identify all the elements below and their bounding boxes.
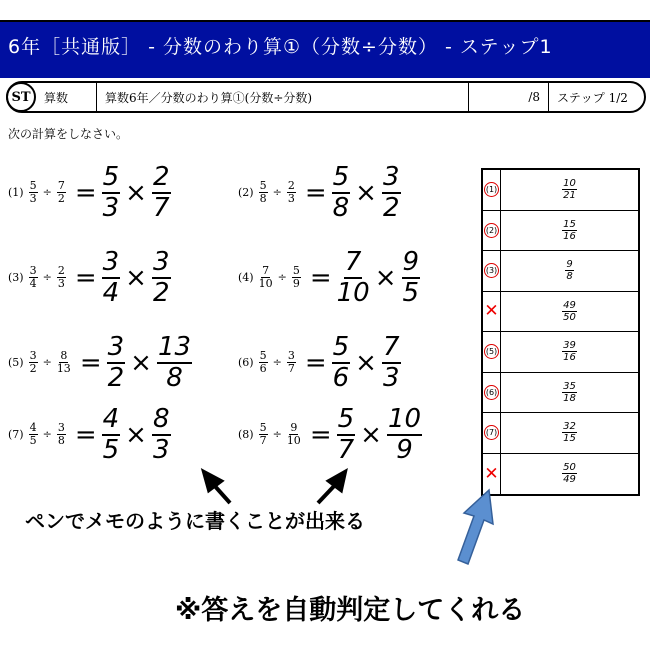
fraction: $\frac{3}{7}$ (287, 349, 295, 376)
auto-grade-note: ※答えを自動判定してくれる (175, 595, 526, 626)
correct-circle-icon: (3) (484, 263, 499, 278)
handwritten-memo[interactable] (75, 163, 171, 222)
problem-number: (7) (8, 428, 24, 442)
answer-panel (481, 168, 640, 496)
answer-fraction: $\frac{10}{21}$ (563, 178, 576, 202)
fraction: $\frac{7}{10}$ (258, 264, 273, 291)
answer-fraction: $\frac{32}{15}$ (563, 421, 576, 445)
fraction: $\frac{13}{8}$ (157, 332, 192, 393)
fraction: $\frac{2}{3}$ (287, 179, 295, 206)
answer-row (483, 454, 638, 495)
grade-mark (483, 251, 501, 291)
grade-mark (483, 373, 501, 413)
times-sign: × (125, 419, 147, 450)
handwritten-memo[interactable] (75, 248, 171, 307)
fraction: $\frac{3}{4}$ (29, 264, 37, 291)
fraction: $\frac{5}{3}$ (102, 162, 120, 223)
divide-sign: ÷ (272, 356, 282, 370)
wrong-x-icon: ✕ (484, 463, 499, 484)
handwritten-memo[interactable] (305, 163, 401, 222)
fraction: $\frac{7}{3}$ (382, 332, 400, 393)
fraction: $\frac{5}{7}$ (259, 421, 267, 448)
times-sign: × (355, 347, 377, 378)
divide-sign: ÷ (42, 186, 52, 200)
equals-sign: = (79, 347, 102, 378)
answer-fraction: $\frac{50}{49}$ (563, 462, 576, 486)
divide-sign: ÷ (42, 428, 52, 442)
fraction: $\frac{10}{9}$ (387, 404, 422, 465)
problem-number: (3) (8, 271, 24, 285)
answer-input[interactable] (501, 292, 638, 332)
fraction: $\frac{5}{8}$ (332, 162, 350, 223)
answer-fraction: $\frac{39}{16}$ (563, 340, 576, 364)
divide-sign: ÷ (272, 428, 282, 442)
big-arrow-icon (458, 490, 493, 564)
fraction: $\frac{3}{4}$ (102, 247, 120, 308)
answer-input[interactable] (501, 454, 638, 495)
handwritten-memo[interactable] (310, 405, 422, 464)
answer-input[interactable] (501, 170, 638, 210)
answer-input[interactable] (501, 373, 638, 413)
correct-circle-icon: (6) (484, 385, 499, 400)
correct-circle-icon: (5) (484, 344, 499, 359)
problem-number: (5) (8, 356, 24, 370)
answer-row (483, 211, 638, 252)
grade-mark (483, 454, 501, 495)
fraction: $\frac{4}{5}$ (29, 421, 37, 448)
answer-row (483, 292, 638, 333)
fraction: $\frac{5}{9}$ (292, 264, 300, 291)
times-sign: × (355, 177, 377, 208)
equals-sign: = (309, 419, 332, 450)
problem-4 (238, 248, 420, 307)
answer-row (483, 373, 638, 414)
fraction: $\frac{8}{13}$ (56, 349, 71, 376)
handwritten-memo[interactable] (305, 333, 401, 392)
fraction: $\frac{7}{10}$ (336, 247, 370, 308)
fraction: $\frac{8}{3}$ (152, 404, 170, 465)
problem-8 (238, 405, 422, 464)
problem-2 (238, 163, 401, 222)
fraction: $\frac{7}{2}$ (57, 179, 65, 206)
fraction: $\frac{3}{2}$ (29, 349, 37, 376)
times-sign: × (360, 419, 382, 450)
correct-circle-icon: (7) (484, 425, 499, 440)
times-sign: × (125, 177, 147, 208)
times-sign: × (125, 262, 147, 293)
divide-sign: ÷ (272, 186, 282, 200)
problem-1 (8, 163, 171, 222)
correct-circle-icon: (2) (484, 223, 499, 238)
fraction: $\frac{3}{2}$ (107, 332, 125, 393)
fraction: $\frac{2}{7}$ (152, 162, 170, 223)
fraction: $\frac{2}{3}$ (57, 264, 65, 291)
answer-fraction: $\frac{49}{50}$ (563, 299, 576, 323)
handwritten-memo[interactable] (75, 405, 171, 464)
grade-mark (483, 332, 501, 372)
answer-fraction: $\frac{15}{16}$ (563, 218, 576, 242)
times-sign: × (130, 347, 152, 378)
pen-note: ペンでメモのように書くことが出来る (25, 509, 365, 533)
answer-input[interactable] (501, 251, 638, 291)
problem-number: (1) (8, 186, 24, 200)
equals-sign: = (74, 177, 97, 208)
worksheet-header (6, 81, 646, 113)
divide-sign: ÷ (42, 356, 52, 370)
divide-sign: ÷ (277, 271, 287, 285)
wrong-x-icon: ✕ (484, 301, 499, 322)
equals-sign: = (304, 177, 327, 208)
unit-title: 算数6年／分数のわり算①(分数÷分数) (96, 83, 468, 111)
fraction: $\frac{5}{3}$ (29, 179, 37, 206)
grade-mark (483, 292, 501, 332)
problem-number: (2) (238, 186, 254, 200)
answer-row (483, 413, 638, 454)
fraction: $\frac{5}{6}$ (259, 349, 267, 376)
grade-mark (483, 170, 501, 210)
fraction: $\frac{9}{10}$ (286, 421, 301, 448)
answer-input[interactable] (501, 413, 638, 453)
grade-mark (483, 211, 501, 251)
fraction: $\frac{5}{6}$ (332, 332, 350, 393)
problem-6 (238, 333, 401, 392)
correct-circle-icon: (1) (484, 182, 499, 197)
problem-7 (8, 405, 171, 464)
problem-number: (6) (238, 356, 254, 370)
arrow-icon (204, 472, 230, 503)
problem-3 (8, 248, 171, 307)
equals-sign: = (309, 262, 332, 293)
grade-mark (483, 413, 501, 453)
problem-5 (8, 333, 192, 392)
answer-row (483, 332, 638, 373)
divide-sign: ÷ (42, 271, 52, 285)
page-title: 6年［共通版］ - 分数のわり算①（分数÷分数） - ステップ1 (8, 36, 553, 58)
score: /8 (468, 83, 548, 111)
equals-sign: = (304, 347, 327, 378)
problem-number: (4) (238, 271, 254, 285)
times-sign: × (374, 262, 397, 293)
equals-sign: = (74, 262, 97, 293)
fraction: $\frac{3}{2}$ (152, 247, 170, 308)
problem-number: (8) (238, 428, 254, 442)
fraction: $\frac{5}{7}$ (337, 404, 355, 465)
fraction: $\frac{5}{8}$ (259, 179, 267, 206)
answer-input[interactable] (501, 332, 638, 372)
fraction: $\frac{9}{5}$ (402, 247, 420, 308)
arrow-icon (318, 472, 345, 503)
handwritten-memo[interactable] (310, 248, 420, 307)
answer-row (483, 251, 638, 292)
fraction: $\frac{4}{5}$ (102, 404, 120, 465)
answer-row (483, 170, 638, 211)
handwritten-memo[interactable] (80, 333, 192, 392)
answer-fraction: $\frac{9}{8}$ (566, 259, 573, 283)
answer-input[interactable] (501, 211, 638, 251)
instruction: 次の計算をしなさい。 (8, 127, 129, 141)
answer-fraction: $\frac{35}{18}$ (563, 380, 576, 404)
logo: ST (6, 82, 36, 112)
fraction: $\frac{3}{2}$ (382, 162, 400, 223)
step-indicator: ステップ 1/2 (548, 83, 644, 111)
equals-sign: = (74, 419, 97, 450)
fraction: $\frac{3}{8}$ (57, 421, 65, 448)
subject-label: 算数 (44, 90, 69, 105)
